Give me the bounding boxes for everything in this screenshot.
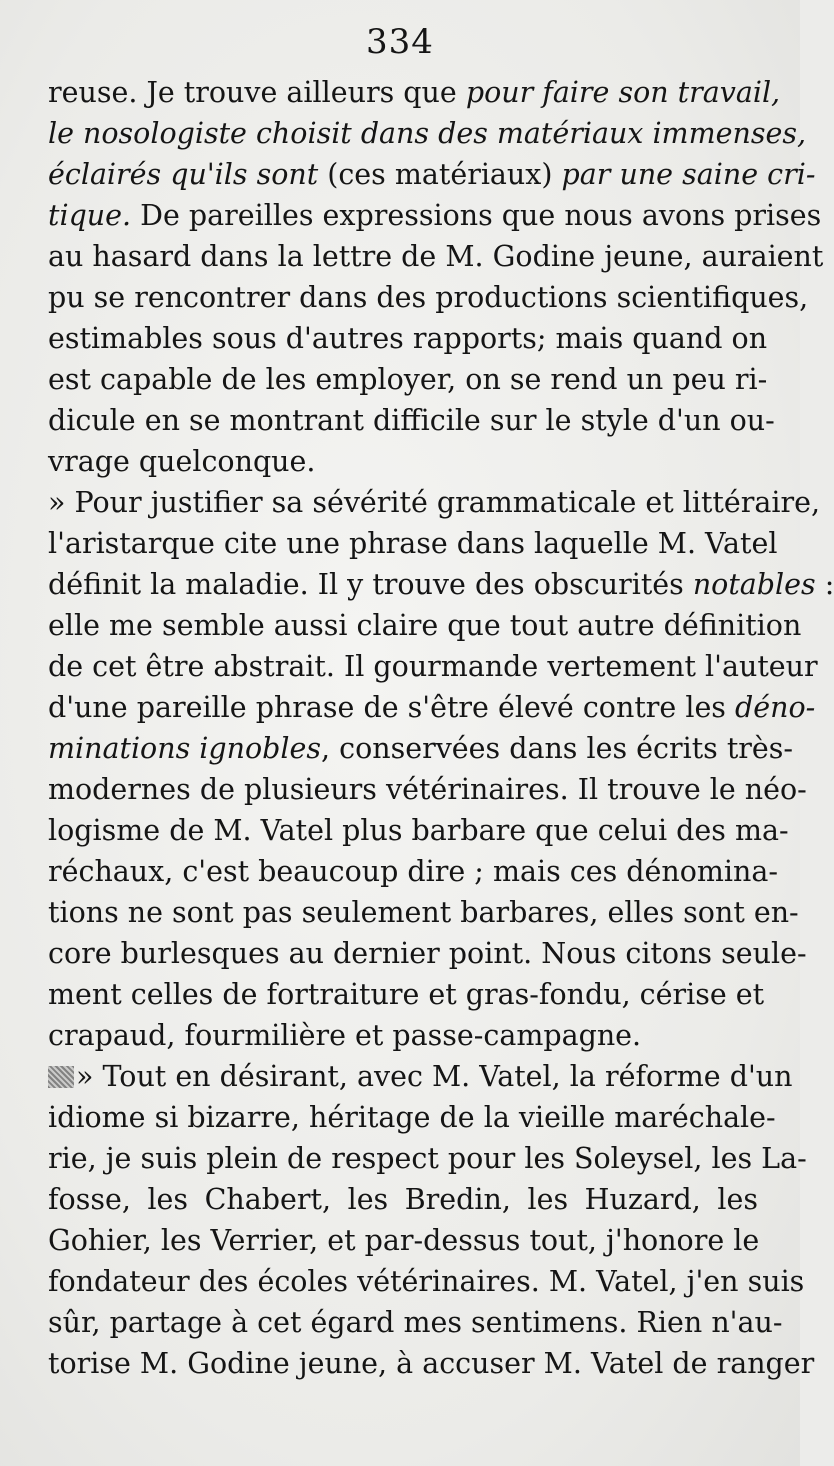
text-line [48, 400, 775, 441]
text-line [48, 605, 802, 646]
text-line [48, 1138, 807, 1179]
text-run: core burlesques au dernier point. Nous citons seule- [48, 937, 807, 970]
text-run: dicule en se montrant difficile sur le style d'un ou- [48, 404, 775, 437]
text-line [48, 277, 809, 318]
text-line [48, 318, 768, 359]
text-run: modernes de plusieurs vétérinaires. Il trouve le néo- [48, 773, 807, 806]
text-run: De pareilles expressions que nous avons prises [131, 199, 822, 232]
text-run: Gohier, les Verrier, et par-dessus tout, j'honore le [48, 1224, 760, 1257]
text-run: , conservées dans les écrits très- [320, 732, 794, 765]
text-run: l'aristarque cite une phrase dans laquelle M. Vatel [48, 527, 778, 560]
text-run: définit la maladie. Il y trouve des obscurités [48, 568, 693, 601]
text-run: estimables sous d'autres rapports; mais quand on [48, 322, 768, 355]
italic-text: pour faire son travail, [465, 76, 781, 109]
text-run: crapaud, fourmilière et passe-campagne. [48, 1019, 642, 1052]
text-line [48, 974, 765, 1015]
italic-text: minations ignobles [48, 732, 321, 765]
text-run: pu se rencontrer dans des productions scientifiques, [48, 281, 809, 314]
text-run: logisme de M. Vatel plus barbare que celui des ma- [48, 814, 789, 847]
text-run: reuse. Je trouve ailleurs que [48, 76, 466, 109]
text-line [48, 523, 778, 564]
text-run: torise M. Godine jeune, à accuser M. Vatel de ranger [48, 1347, 815, 1380]
text-run: sûr, partage à cet égard mes sentimens. Rien n'au- [48, 1306, 783, 1339]
text-line [48, 441, 758, 482]
text-run: tions ne sont pas seulement barbares, elles sont en- [48, 896, 799, 929]
text-line [48, 810, 789, 851]
text-line [48, 1302, 783, 1343]
text-run: réchaux, c'est beaucoup dire ; mais ces dénomina- [48, 855, 779, 888]
page-number: 334 [366, 22, 434, 62]
italic-text: le nosologiste choisit dans des matériaux immenses, [48, 117, 807, 150]
text-run: fosse, les Chabert, les Bredin, les Huzard, les [48, 1183, 758, 1216]
text-run: est capable de les employer, on se rend un peu ri- [48, 363, 768, 396]
text-line [48, 1056, 793, 1097]
text-line [48, 359, 768, 400]
text-line [48, 687, 816, 728]
text-line [48, 769, 807, 810]
text-run: idiome si bizarre, héritage de la vieille maréchale- [48, 1101, 776, 1134]
text-run: (ces matériaux) [318, 158, 562, 191]
text-line [48, 1261, 805, 1302]
body-text [48, 72, 834, 1384]
text-line [48, 564, 834, 605]
text-line [48, 1097, 776, 1138]
text-run: fondateur des écoles vétérinaires. M. Vatel, j'en suis [48, 1265, 805, 1298]
text-line [48, 154, 816, 195]
text-line [48, 195, 822, 236]
italic-text: déno- [735, 691, 816, 724]
text-line [48, 236, 824, 277]
text-run: rie, je suis plein de respect pour les Soleysel, les La- [48, 1142, 807, 1175]
text-line [48, 113, 807, 154]
italic-text: éclairés qu'ils sont [48, 158, 319, 191]
text-line [48, 892, 799, 933]
text-run: ment celles de fortraiture et gras-fondu, cérise et [48, 978, 765, 1011]
text-line [48, 482, 821, 523]
text-run: elle me semble aussi claire que tout autre définition [48, 609, 802, 642]
text-run: d'une pareille phrase de s'être élevé contre les [48, 691, 735, 724]
ink-blot-icon [48, 1066, 74, 1088]
text-run: de cet être abstrait. Il gourmande vertement l'auteur [48, 650, 818, 683]
text-line [48, 933, 807, 974]
italic-text: notables [692, 568, 816, 601]
text-line [48, 1343, 815, 1384]
text-line [48, 646, 818, 687]
text-line [48, 1015, 758, 1056]
italic-text: tique. [48, 199, 132, 232]
text-line [48, 72, 781, 113]
text-run: vrage quelconque. [48, 445, 316, 478]
italic-text: par une saine cri- [561, 158, 816, 191]
text-line [48, 728, 794, 769]
text-run: » Pour justifier sa sévérité grammaticale et littéraire, [48, 486, 821, 519]
text-run: » Tout en désirant, avec M. Vatel, la réforme d'un [76, 1060, 793, 1093]
text-run: : [815, 568, 834, 601]
text-line [48, 1220, 758, 1261]
text-line [48, 1179, 758, 1220]
text-run: au hasard dans la lettre de M. Godine jeune, auraient [48, 240, 824, 273]
text-line [48, 851, 779, 892]
